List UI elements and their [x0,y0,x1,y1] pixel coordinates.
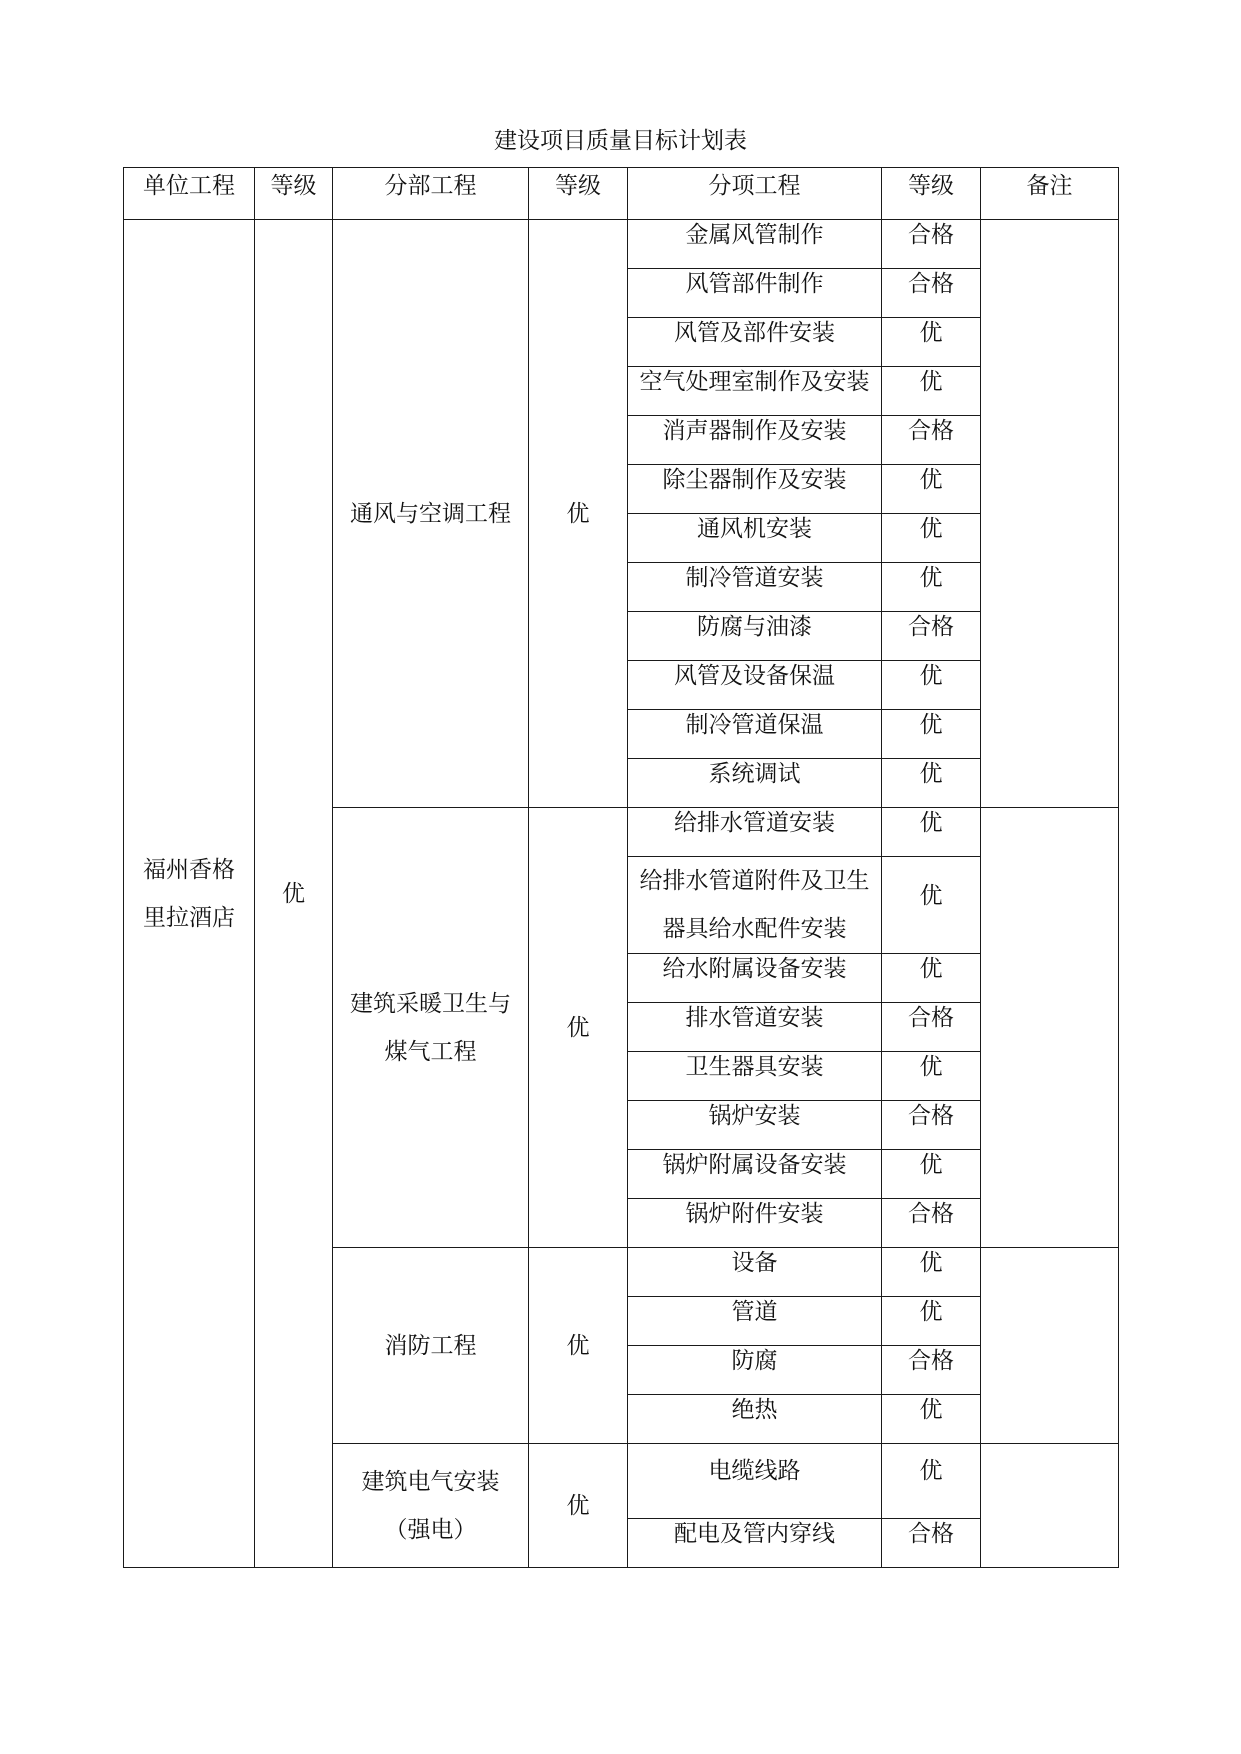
remark-cell [981,1248,1119,1444]
item-grade: 合格 [882,612,981,661]
unit-name-cell [124,220,255,1568]
item-grade: 优 [882,1150,981,1199]
division-name-cell: 通风与空调工程 [333,220,529,808]
item-name: 制冷管道保温 [628,710,882,759]
item-name: 防腐与油漆 [628,612,882,661]
item-name: 锅炉附属设备安装 [628,1150,882,1199]
item-name: 绝热 [628,1395,882,1444]
item-name: 锅炉安装 [628,1101,882,1150]
table-row [124,220,1119,269]
page-title: 建设项目质量目标计划表 [494,128,747,154]
division-name-line: 建筑电气安装 [361,1468,500,1495]
item-name [628,857,882,954]
item-name: 风管部件制作 [628,269,882,318]
item-grade: 优 [882,759,981,808]
item-grade: 合格 [882,269,981,318]
item-grade: 优 [882,514,981,563]
division-name-cell [333,1444,529,1568]
item-name: 消声器制作及安装 [628,416,882,465]
unit-name-line: 里拉酒店 [143,904,235,931]
item-grade: 合格 [882,1003,981,1052]
unit-name-line: 福州香格 [143,856,235,883]
division-name-line: （强电） [384,1516,477,1543]
item-grade: 优 [882,1395,981,1444]
header-item-grade: 等级 [882,168,981,220]
item-grade: 合格 [882,1101,981,1150]
item-grade: 优 [882,857,981,954]
item-grade: 优 [882,1444,981,1519]
item-grade: 优 [882,465,981,514]
item-grade: 优 [882,1052,981,1101]
item-name: 风管及部件安装 [628,318,882,367]
division-name-cell: 消防工程 [333,1248,529,1444]
remark-cell [981,1444,1119,1568]
item-name: 给水附属设备安装 [628,954,882,1003]
item-name: 系统调试 [628,759,882,808]
item-name: 排水管道安装 [628,1003,882,1052]
item-name-line: 器具给水配件安装 [662,916,847,942]
item-grade: 优 [882,318,981,367]
quality-plan-table [123,167,1119,1568]
header-division-grade: 等级 [529,168,628,220]
header-unit: 单位工程 [124,168,255,220]
item-name: 制冷管道安装 [628,563,882,612]
division-name-line: 建筑采暖卫生与 [350,990,511,1017]
division-grade-cell: 优 [529,808,628,1248]
item-grade: 合格 [882,1199,981,1248]
division-grade-cell: 优 [529,220,628,808]
item-name: 管道 [628,1297,882,1346]
item-name: 电缆线路 [628,1444,882,1519]
header-remark: 备注 [981,168,1119,220]
item-grade: 合格 [882,1519,981,1568]
item-name: 设备 [628,1248,882,1297]
item-grade: 优 [882,1297,981,1346]
item-name: 金属风管制作 [628,220,882,269]
division-name-cell [333,808,529,1248]
division-name-line: 煤气工程 [384,1038,477,1065]
header-row [124,168,1119,220]
item-name: 风管及设备保温 [628,661,882,710]
division-grade-cell: 优 [529,1248,628,1444]
item-grade: 优 [882,563,981,612]
item-grade: 合格 [882,1346,981,1395]
item-name: 除尘器制作及安装 [628,465,882,514]
item-grade: 优 [882,367,981,416]
item-name: 配电及管内穿线 [628,1519,882,1568]
item-name-line: 给排水管道附件及卫生 [639,868,870,894]
header-division: 分部工程 [333,168,529,220]
item-name: 空气处理室制作及安装 [628,367,882,416]
unit-grade-cell: 优 [255,220,333,1568]
remark-cell [981,220,1119,808]
division-grade-cell: 优 [529,1444,628,1568]
remark-cell [981,808,1119,1248]
item-grade: 合格 [882,416,981,465]
item-name: 防腐 [628,1346,882,1395]
item-grade: 优 [882,710,981,759]
item-name: 锅炉附件安装 [628,1199,882,1248]
item-grade: 合格 [882,220,981,269]
item-name: 给排水管道安装 [628,808,882,857]
item-name: 卫生器具安装 [628,1052,882,1101]
header-item: 分项工程 [628,168,882,220]
header-unit-grade: 等级 [255,168,333,220]
item-grade: 优 [882,1248,981,1297]
item-name: 通风机安装 [628,514,882,563]
item-grade: 优 [882,661,981,710]
item-grade: 优 [882,954,981,1003]
item-grade: 优 [882,808,981,857]
